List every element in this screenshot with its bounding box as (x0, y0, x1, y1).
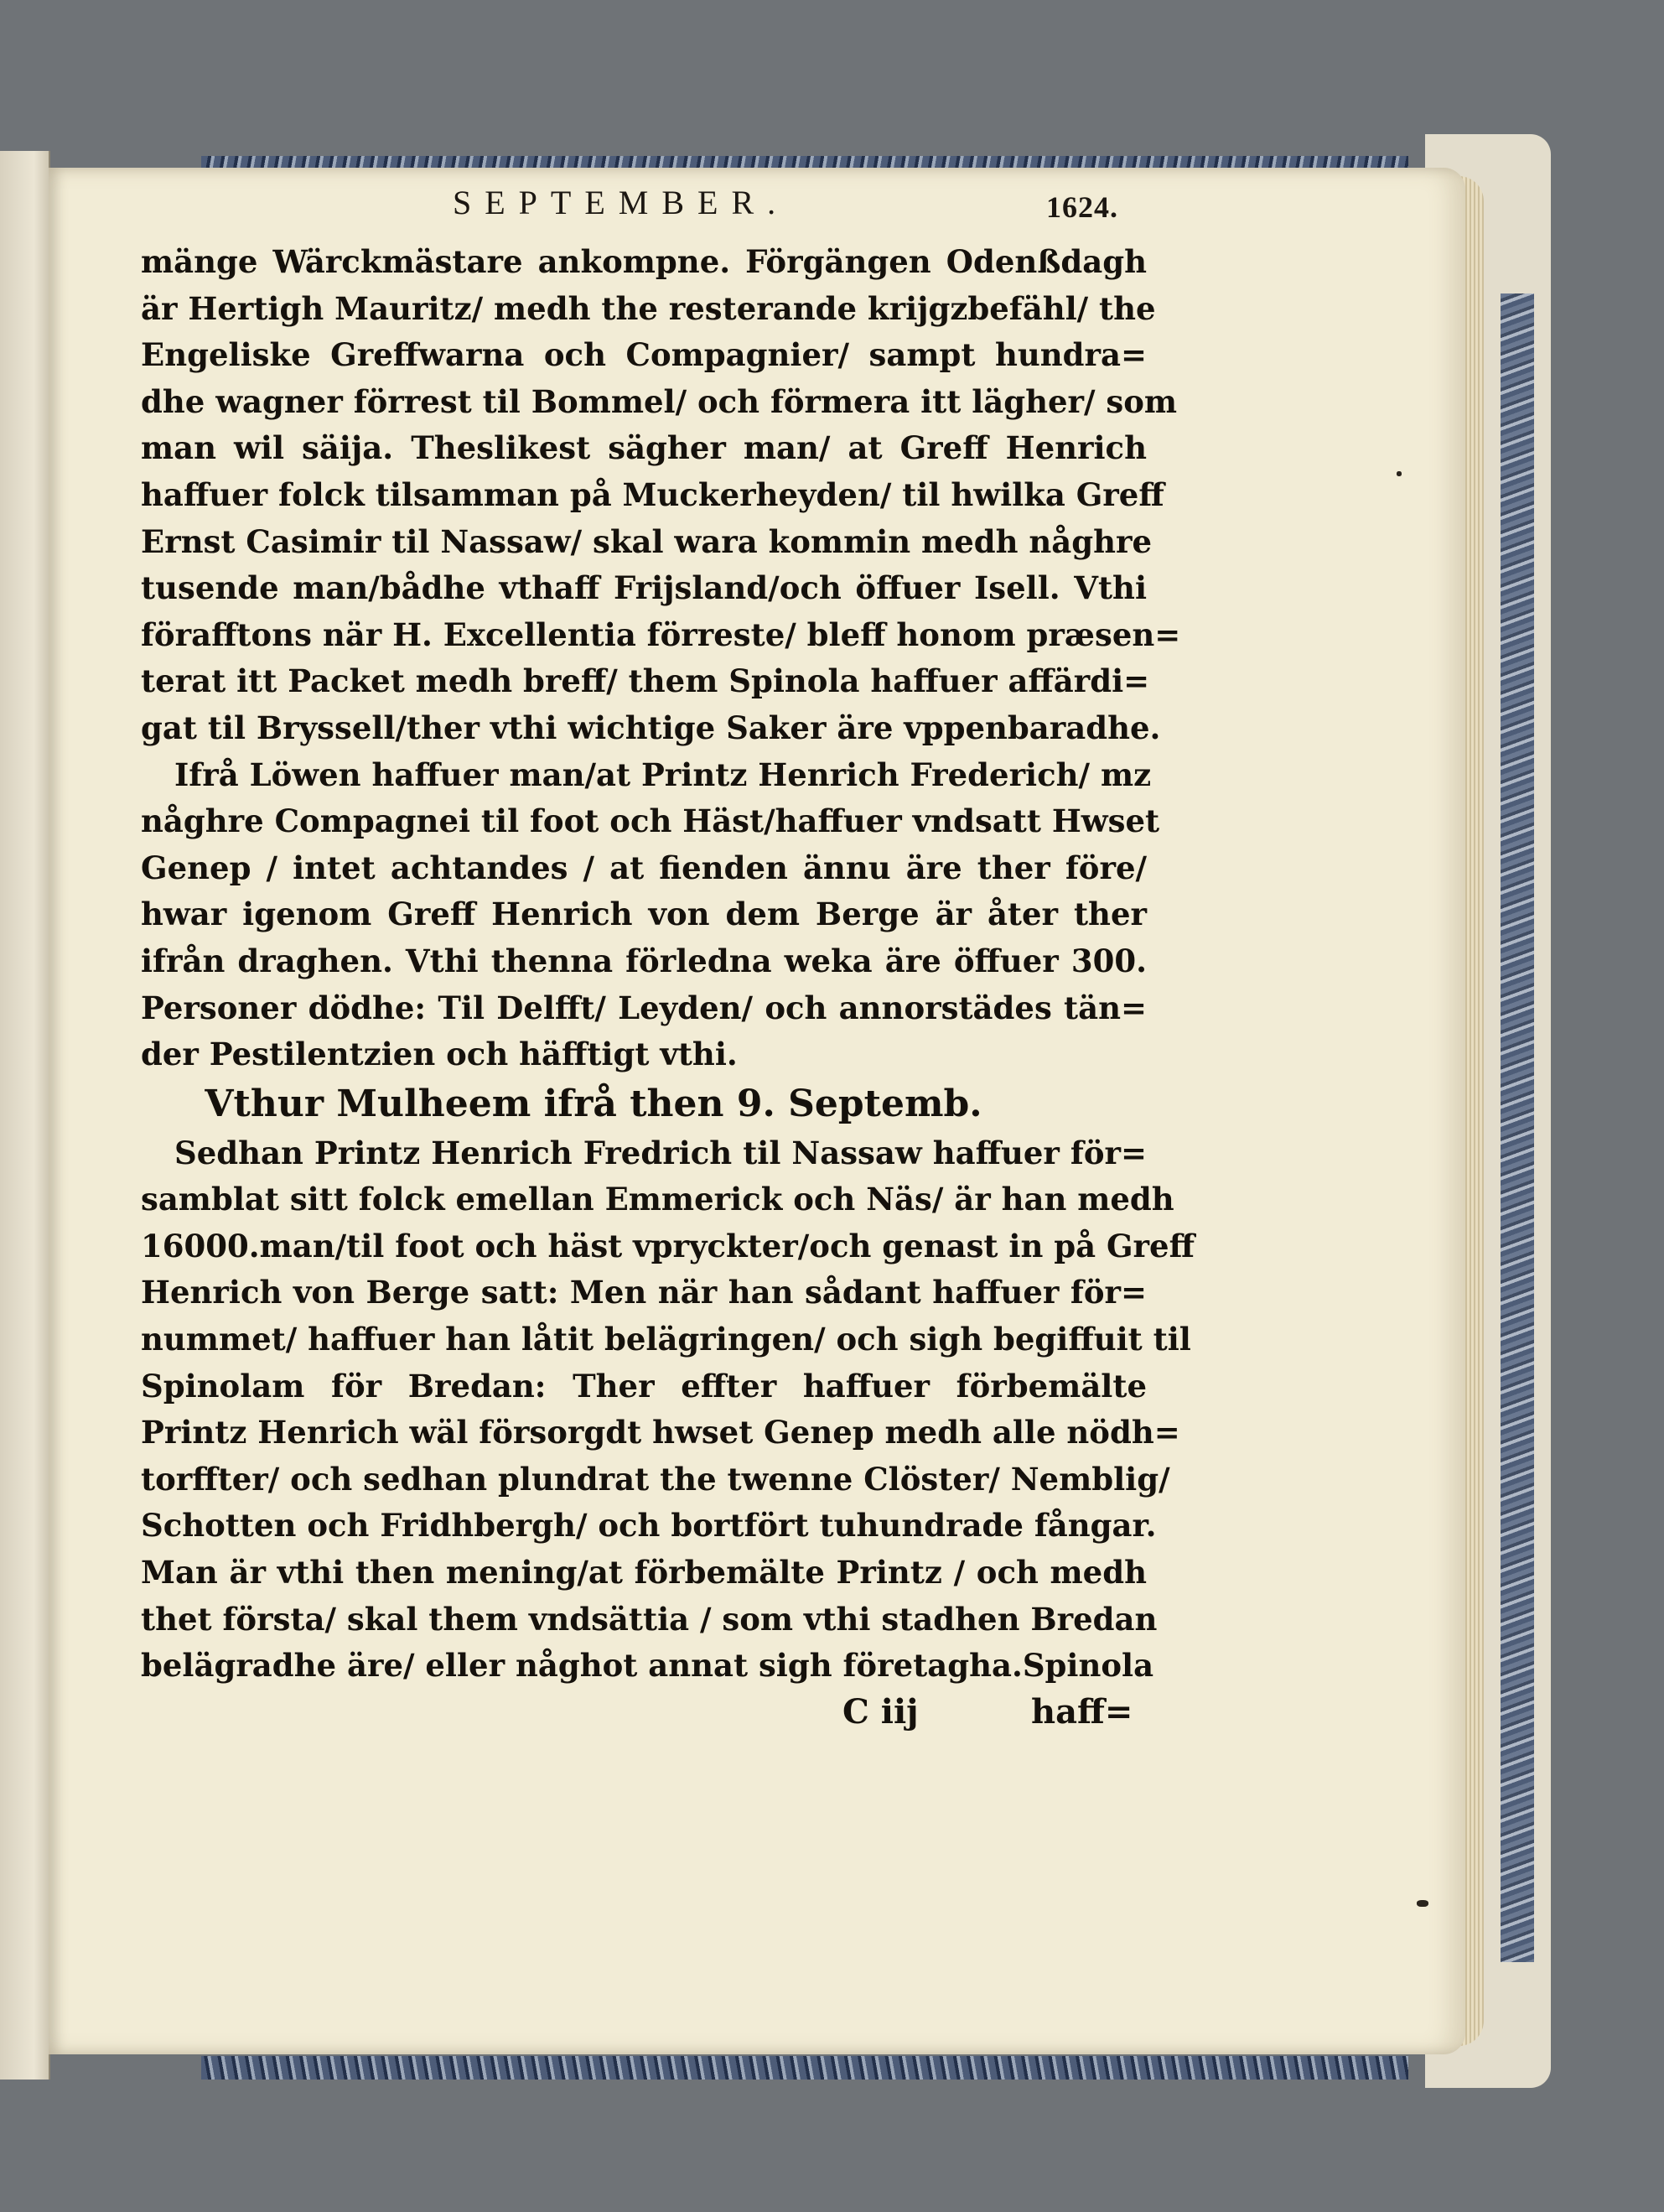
text-line: Ernst Casimir til Nassaw/ skal wara kommin medh någhre (141, 522, 1153, 560)
body-text (141, 239, 1195, 1690)
text-line: belägradhe äre/ eller någhot annat sigh företagha.Spinola (141, 1647, 1154, 1685)
text-line: mänge Wärckmästare ankompne. Förgängen Odenßdagh (141, 243, 1147, 280)
page-number: 1624. (1046, 190, 1118, 224)
text-line: hwar igenom Greff Henrich von dem Berge är åter ther (141, 896, 1147, 933)
text-line: nummet/ haffuer han låtit belägringen/ och sigh begiffuit til (141, 1321, 1191, 1358)
text-line: torffter/ och sedhan plundrat the twenne Clöster/ Nemblig/ (141, 1460, 1170, 1498)
marbled-endpaper-bottom (201, 2056, 1408, 2080)
catchword: haff= (1031, 1692, 1133, 1732)
text-line: thet första/ skal them vndsättia / som vthi stadhen Bredan (141, 1600, 1158, 1638)
text-line: Henrich von Berge satt: Men när han sådant haffuer för= (141, 1274, 1147, 1311)
text-line: Spinolam för Bredan: Ther effter haffuer förbemälte (141, 1367, 1147, 1405)
text-line: Genep / intet achtandes / at fienden ännu äre ther före/ (141, 849, 1147, 886)
facing-page-edge (0, 151, 50, 2080)
running-title: SEPTEMBER. (453, 184, 790, 221)
text-line: förafftons när H. Excellentia förreste/ bleff honom præsen= (141, 615, 1181, 653)
text-line: gat til Bryssell/ther vthi wichtige Saker äre vppenbaradhe. (141, 709, 1161, 746)
marbled-endpaper-right (1501, 293, 1534, 1962)
text-line: samblat sitt folck emellan Emmerick och Näs/ är han medh (141, 1181, 1174, 1218)
ink-speck (1397, 471, 1402, 476)
text-line: haffuer folck tilsamman på Muckerheyden/ til hwilka Greff (141, 475, 1164, 513)
text-line: ifrån draghen. Vthi thenna förledna weka äre öffuer 300. (141, 942, 1147, 979)
text-line: terat itt Packet medh breff/ them Spinola haffuer affärdi= (141, 662, 1150, 700)
text-line: Ifrå Löwen haffuer man/at Printz Henrich Frederich/ mz (174, 756, 1152, 793)
section-heading: Vthur Mulheem ifrå then 9. Septemb. (205, 1082, 982, 1125)
text-line: dhe wagner förrest til Bommel/ och förmera itt lägher/ som (141, 382, 1178, 420)
text-line: der Pestilentzien och häfftigt vthi. (141, 1036, 738, 1073)
text-line: Schotten och Fridhbergh/ och bortfört tuhundrade fångar. (141, 1507, 1157, 1545)
text-line: Sedhan Printz Henrich Fredrich til Nassaw haffuer för= (174, 1134, 1147, 1171)
signature-mark: C iij (842, 1692, 919, 1732)
text-line: 16000.man/til foot och häst vpryckter/och genast in på Greff (141, 1227, 1195, 1264)
text-line: man wil säija. Theslikest sägher man/ at Greff Henrich (141, 429, 1147, 467)
text-line: Man är vthi then mening/at förbemälte Printz / och medh (141, 1554, 1147, 1591)
text-line: någhre Compagnei til foot och Häst/haffuer vndsatt Hwset (141, 802, 1160, 840)
page-header (0, 183, 1664, 233)
text-line: Personer dödhe: Til Delfft/ Leyden/ och annorstädes tän= (141, 989, 1147, 1026)
ink-speck (1417, 1900, 1428, 1907)
text-line: Printz Henrich wäl försorgdt hwset Genep medh alle nödh= (141, 1414, 1180, 1451)
text-line: är Hertigh Mauritz/ medh the resterande krijgzbefähl/ the (141, 289, 1156, 327)
text-line: Engeliske Greffwarna och Compagnier/ sampt hundra= (141, 336, 1147, 374)
text-line: tusende man/bådhe vthaff Frijsland/och öffuer Isell. Vthi (141, 569, 1147, 607)
